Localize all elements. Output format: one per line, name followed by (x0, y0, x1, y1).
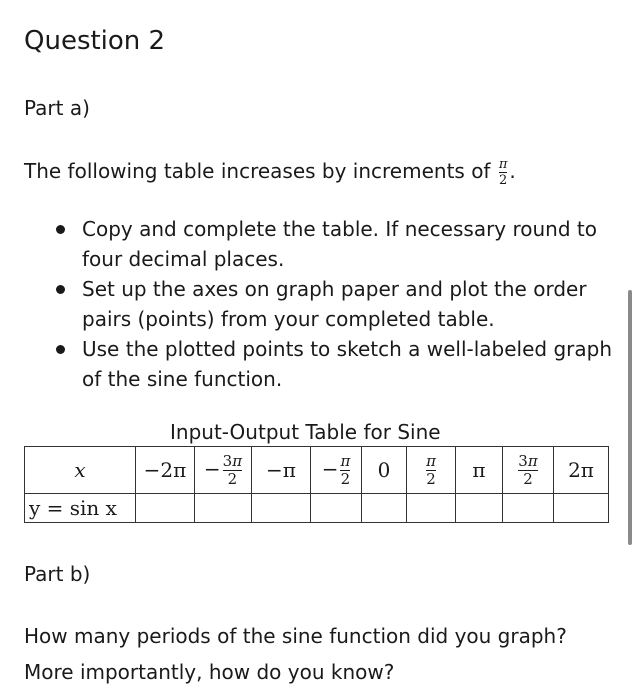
input-cell-6: π (456, 447, 503, 494)
question-title: Question 2 (24, 26, 166, 56)
input-cell-2: −π (252, 447, 311, 494)
vertical-scrollbar[interactable] (628, 290, 632, 545)
output-cell[interactable] (136, 494, 195, 523)
intro-end: . (509, 159, 516, 183)
instruction-list (58, 214, 628, 394)
output-cell[interactable] (407, 494, 456, 523)
output-cell[interactable] (195, 494, 252, 523)
input-cell-0: −2π (136, 447, 195, 494)
intro-fraction-den: 2 (498, 173, 508, 188)
frac-neg-pi-2: − $\frac{\pi}{2}$ (321, 451, 351, 488)
frac-pi-2: $\frac{\pi}{2}$ (426, 451, 436, 488)
output-cell[interactable] (503, 494, 554, 523)
intro-paragraph (24, 158, 516, 187)
part-b-question-line1: How many periods of the sine function did you graph? (24, 624, 567, 648)
frac-neg-3pi-2: − $\frac{3\pi}{2}$ (203, 451, 243, 488)
output-cell[interactable] (554, 494, 609, 523)
output-cell[interactable] (252, 494, 311, 523)
instruction-item: Use the plotted points to sketch a well-labeled graph of the sine function. (58, 334, 628, 394)
table-caption: Input-Output Table for Sine (170, 420, 441, 444)
input-cell-3 (311, 447, 362, 494)
input-cell-5 (407, 447, 456, 494)
output-cell[interactable] (362, 494, 407, 523)
row-header-x: x (25, 447, 136, 494)
input-cell-8: 2π (554, 447, 609, 494)
part-b-question-line2: More importantly, how do you know? (24, 660, 395, 684)
input-cell-7 (503, 447, 554, 494)
output-cell[interactable] (311, 494, 362, 523)
input-cell-4: 0 (362, 447, 407, 494)
intro-fraction (499, 158, 508, 187)
frac-3pi-2: $\frac{3\pi}{2}$ (518, 451, 538, 488)
instruction-item: Set up the axes on graph paper and plot the order pairs (points) from your completed table. (58, 274, 628, 334)
output-cell[interactable] (456, 494, 503, 523)
sine-table (24, 446, 609, 523)
intro-text: The following table increases by increments of (24, 159, 491, 183)
input-cell-1 (195, 447, 252, 494)
intro-fraction-num: π (498, 157, 508, 172)
instruction-item: Copy and complete the table. If necessary round to four decimal places. (58, 214, 628, 274)
row-header-y: y = sin x (25, 494, 136, 523)
part-b-label: Part b) (24, 562, 91, 586)
part-a-label: Part a) (24, 96, 90, 120)
